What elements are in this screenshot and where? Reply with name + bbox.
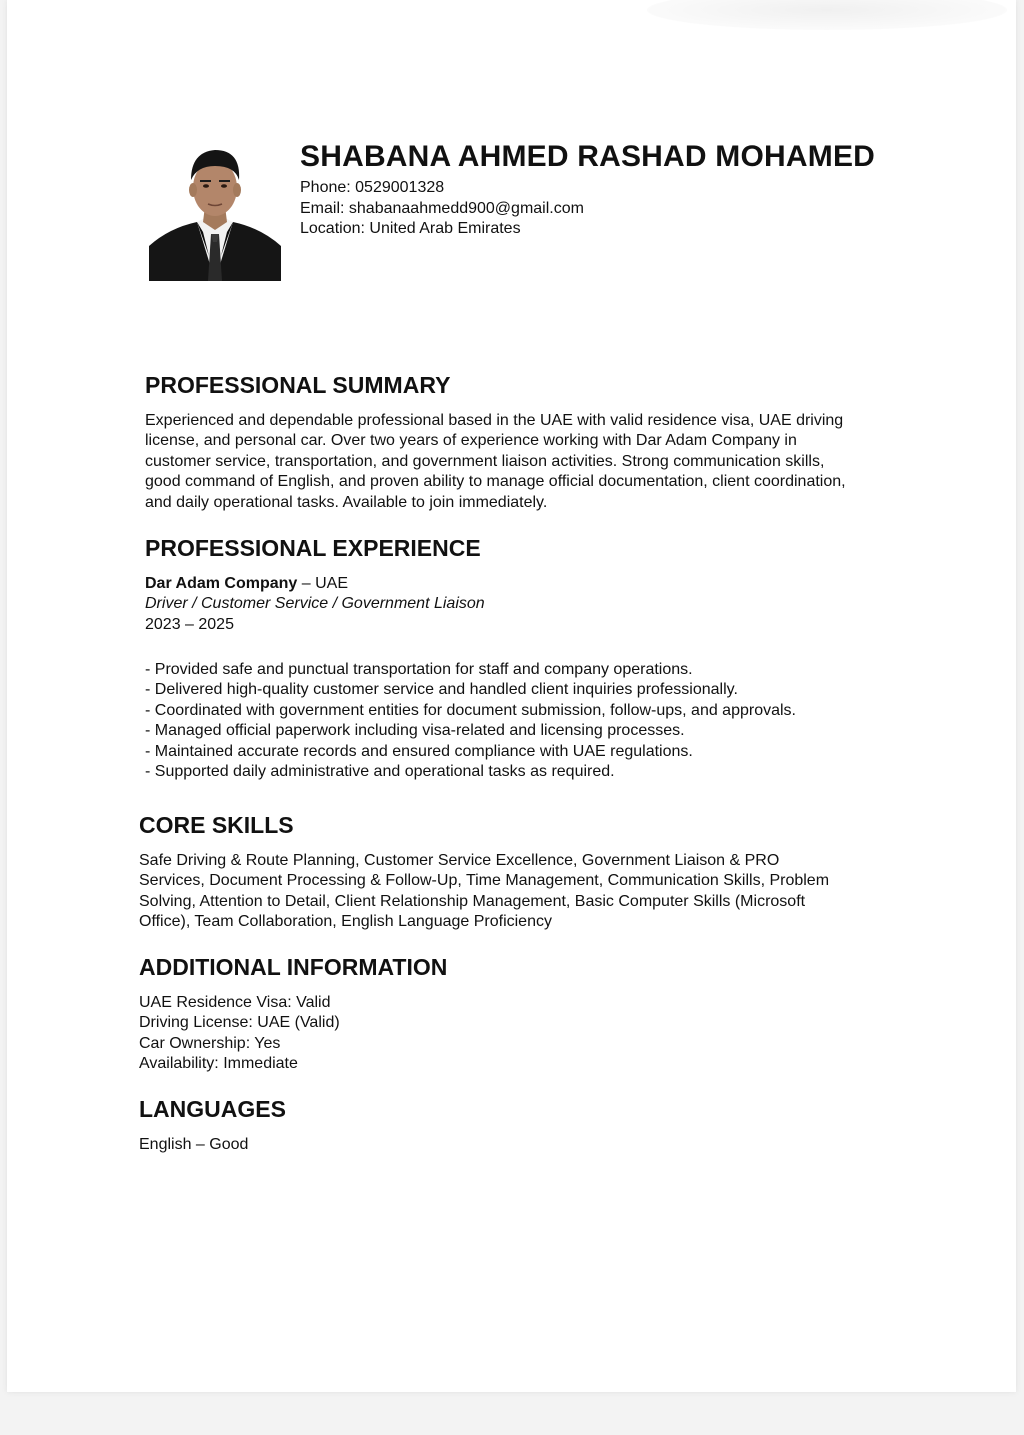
- candidate-name: SHABANA AHMED RASHAD MOHAMED: [300, 140, 876, 173]
- experience-bullets: [145, 660, 796, 782]
- additional-line: UAE Residence Visa: Valid: [139, 994, 331, 1011]
- experience-bullet: - Coordinated with government entities for document submission, follow-ups, and approvals.: [145, 701, 796, 719]
- resume-page: [7, 0, 1016, 1392]
- summary-line: good command of English, and proven ability to manage official documentation, client coordination,: [145, 473, 846, 491]
- skills-line: Safe Driving & Route Planning, Customer Service Excellence, Government Liaison & PRO: [139, 852, 780, 869]
- additional-line: Availability: Immediate: [139, 1055, 298, 1073]
- language-line: English – Good: [139, 1136, 249, 1153]
- summary-line: Experienced and dependable professional based in the UAE with valid residence visa, UAE driving: [145, 412, 844, 429]
- skills-line: Services, Document Processing & Follow-Up, Time Management, Communication Skills, Problem: [139, 872, 830, 890]
- company-name: Dar Adam Company: [145, 575, 298, 592]
- skills-heading: CORE SKILLS: [139, 812, 294, 838]
- experience-bullet: - Maintained accurate records and ensured compliance with UAE regulations.: [145, 742, 693, 760]
- skills-line: Office), Team Collaboration, English Language Proficiency: [139, 913, 552, 931]
- job-role: Driver / Customer Service / Government Liaison: [145, 595, 485, 613]
- company-line: [145, 574, 485, 594]
- summary-line: customer service, transportation, and government liaison activities. Strong communication skills,: [145, 452, 825, 470]
- additional-line: Car Ownership: Yes: [139, 1034, 281, 1052]
- experience-bullet: - Managed official paperwork including visa-related and licensing processes.: [145, 722, 685, 740]
- company-location: – UAE: [297, 575, 349, 592]
- experience-bullet: - Delivered high-quality customer service and handled client inquiries professionally.: [145, 681, 738, 699]
- experience-bullet: - Supported daily administrative and operational tasks as required.: [145, 763, 615, 781]
- experience-header: [145, 574, 485, 635]
- summary-line: license, and personal car. Over two years of experience working with Dar Adam Company in: [145, 432, 797, 450]
- skills-text: [139, 851, 829, 933]
- languages-heading: LANGUAGES: [139, 1096, 286, 1122]
- profile-photo: [149, 136, 281, 281]
- contact-info: [300, 178, 584, 240]
- additional-heading: ADDITIONAL INFORMATION: [139, 954, 448, 980]
- email-line: Email: shabanaahmedd900@gmail.com: [300, 199, 584, 217]
- summary-heading: PROFESSIONAL SUMMARY: [145, 372, 451, 398]
- languages-text: [139, 1135, 248, 1155]
- summary-line: and daily operational tasks. Available to join immediately.: [145, 493, 548, 511]
- page-shadow-highlight: [647, 0, 1007, 30]
- skills-line: Solving, Attention to Detail, Client Relationship Management, Basic Computer Skills (Microsoft: [139, 892, 806, 910]
- experience-bullet: - Provided safe and punctual transportation for staff and company operations.: [145, 661, 693, 678]
- phone-line: Phone: 0529001328: [300, 179, 445, 196]
- experience-heading: PROFESSIONAL EXPERIENCE: [145, 535, 481, 561]
- location-line: Location: United Arab Emirates: [300, 220, 521, 237]
- additional-line: Driving License: UAE (Valid): [139, 1014, 340, 1032]
- summary-text: [145, 411, 846, 513]
- job-dates: 2023 – 2025: [145, 615, 234, 633]
- additional-text: [139, 993, 340, 1075]
